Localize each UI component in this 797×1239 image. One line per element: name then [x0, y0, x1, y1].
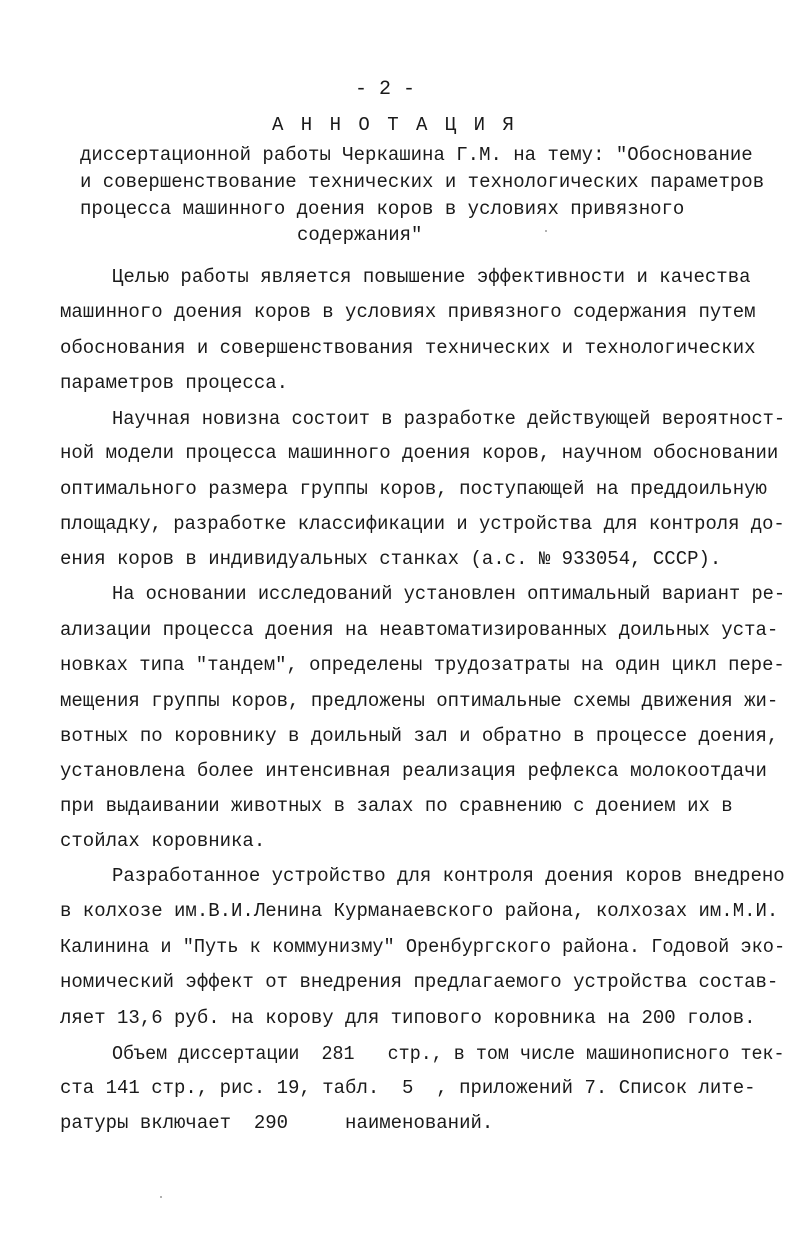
para1-line-2: машинного доения коров в условиях привязного содержания путем — [60, 301, 756, 323]
para3-line-5: вотных по коровнику в доильный зал и обратно в процессе доения, — [60, 725, 779, 747]
para4-line-5: ляет 13,6 руб. на корову для типового коровника на 200 голов. — [60, 1007, 756, 1029]
para3-line-6: установлена более интенсивная реализация рефлекса молокоотдачи — [60, 760, 767, 782]
subtitle-line-4: содержания" — [297, 224, 423, 246]
para3-line-4: мещения группы коров, предложены оптимальные схемы движения жи- — [60, 690, 779, 712]
para4-line-1: Разработанное устройство для контроля доения коров внедрено — [112, 865, 785, 887]
para3-line-8: стойлах коровника. — [60, 830, 266, 852]
para3-line-3: новках типа "тандем", определены трудозатраты на один цикл пере- — [60, 654, 785, 676]
para1-line-1: Целью работы является повышение эффективности и качества — [112, 266, 751, 288]
para2-line-2: ной модели процесса машинного доения коров, научном обосновании — [60, 442, 779, 464]
annotation-heading: А Н Н О Т А Ц И Я — [272, 114, 517, 136]
para5-line-2: ста 141 стр., рис. 19, табл. 5 , приложений 7. Список лите- — [60, 1077, 756, 1099]
para2-line-5: ения коров в индивидуальных станках (а.с. № 933054, СССР). — [60, 548, 722, 570]
subtitle-line-1: диссертационной работы Черкашина Г.М. на тему: "Обоснование — [80, 144, 753, 166]
para4-line-2: в колхозе им.В.И.Ленина Курманаевского района, колхозах им.М.И. — [60, 900, 779, 922]
subtitle-line-3: процесса машинного доения коров в условиях привязного — [80, 198, 685, 220]
para3-line-7: при выдаивании животных в залах по сравнению с доением их в — [60, 795, 733, 817]
para4-line-4: номический эффект от внедрения предлагаемого устройства состав- — [60, 971, 779, 993]
para2-line-3: оптимального размера группы коров, поступающей на преддоильную — [60, 478, 767, 500]
para5-line-1: Объем диссертации 281 стр., в том числе машинописного тек- — [112, 1043, 785, 1065]
subtitle-line-2: и совершенствование технических и технологических параметров — [80, 171, 765, 193]
para4-line-3: Калинина и "Путь к коммунизму" Оренбургского района. Годовой эко- — [60, 936, 786, 958]
para1-line-4: параметров процесса. — [60, 372, 289, 394]
para5-line-3: ратуры включает 290 наименований. — [60, 1112, 494, 1134]
para3-line-2: ализации процесса доения на неавтоматизированных доильных уста- — [60, 619, 779, 641]
page-number: - 2 - — [355, 78, 416, 101]
scan-speck — [160, 1196, 162, 1198]
para2-line-1: Научная новизна состоит в разработке действующей вероятност- — [112, 408, 786, 430]
para2-line-4: площадку, разработке классификации и устройства для контроля до- — [60, 513, 785, 535]
para3-line-1: На основании исследований установлен оптимальный вариант ре- — [112, 583, 786, 605]
scan-speck — [545, 230, 547, 232]
para1-line-3: обоснования и совершенствования технических и технологических — [60, 337, 756, 359]
